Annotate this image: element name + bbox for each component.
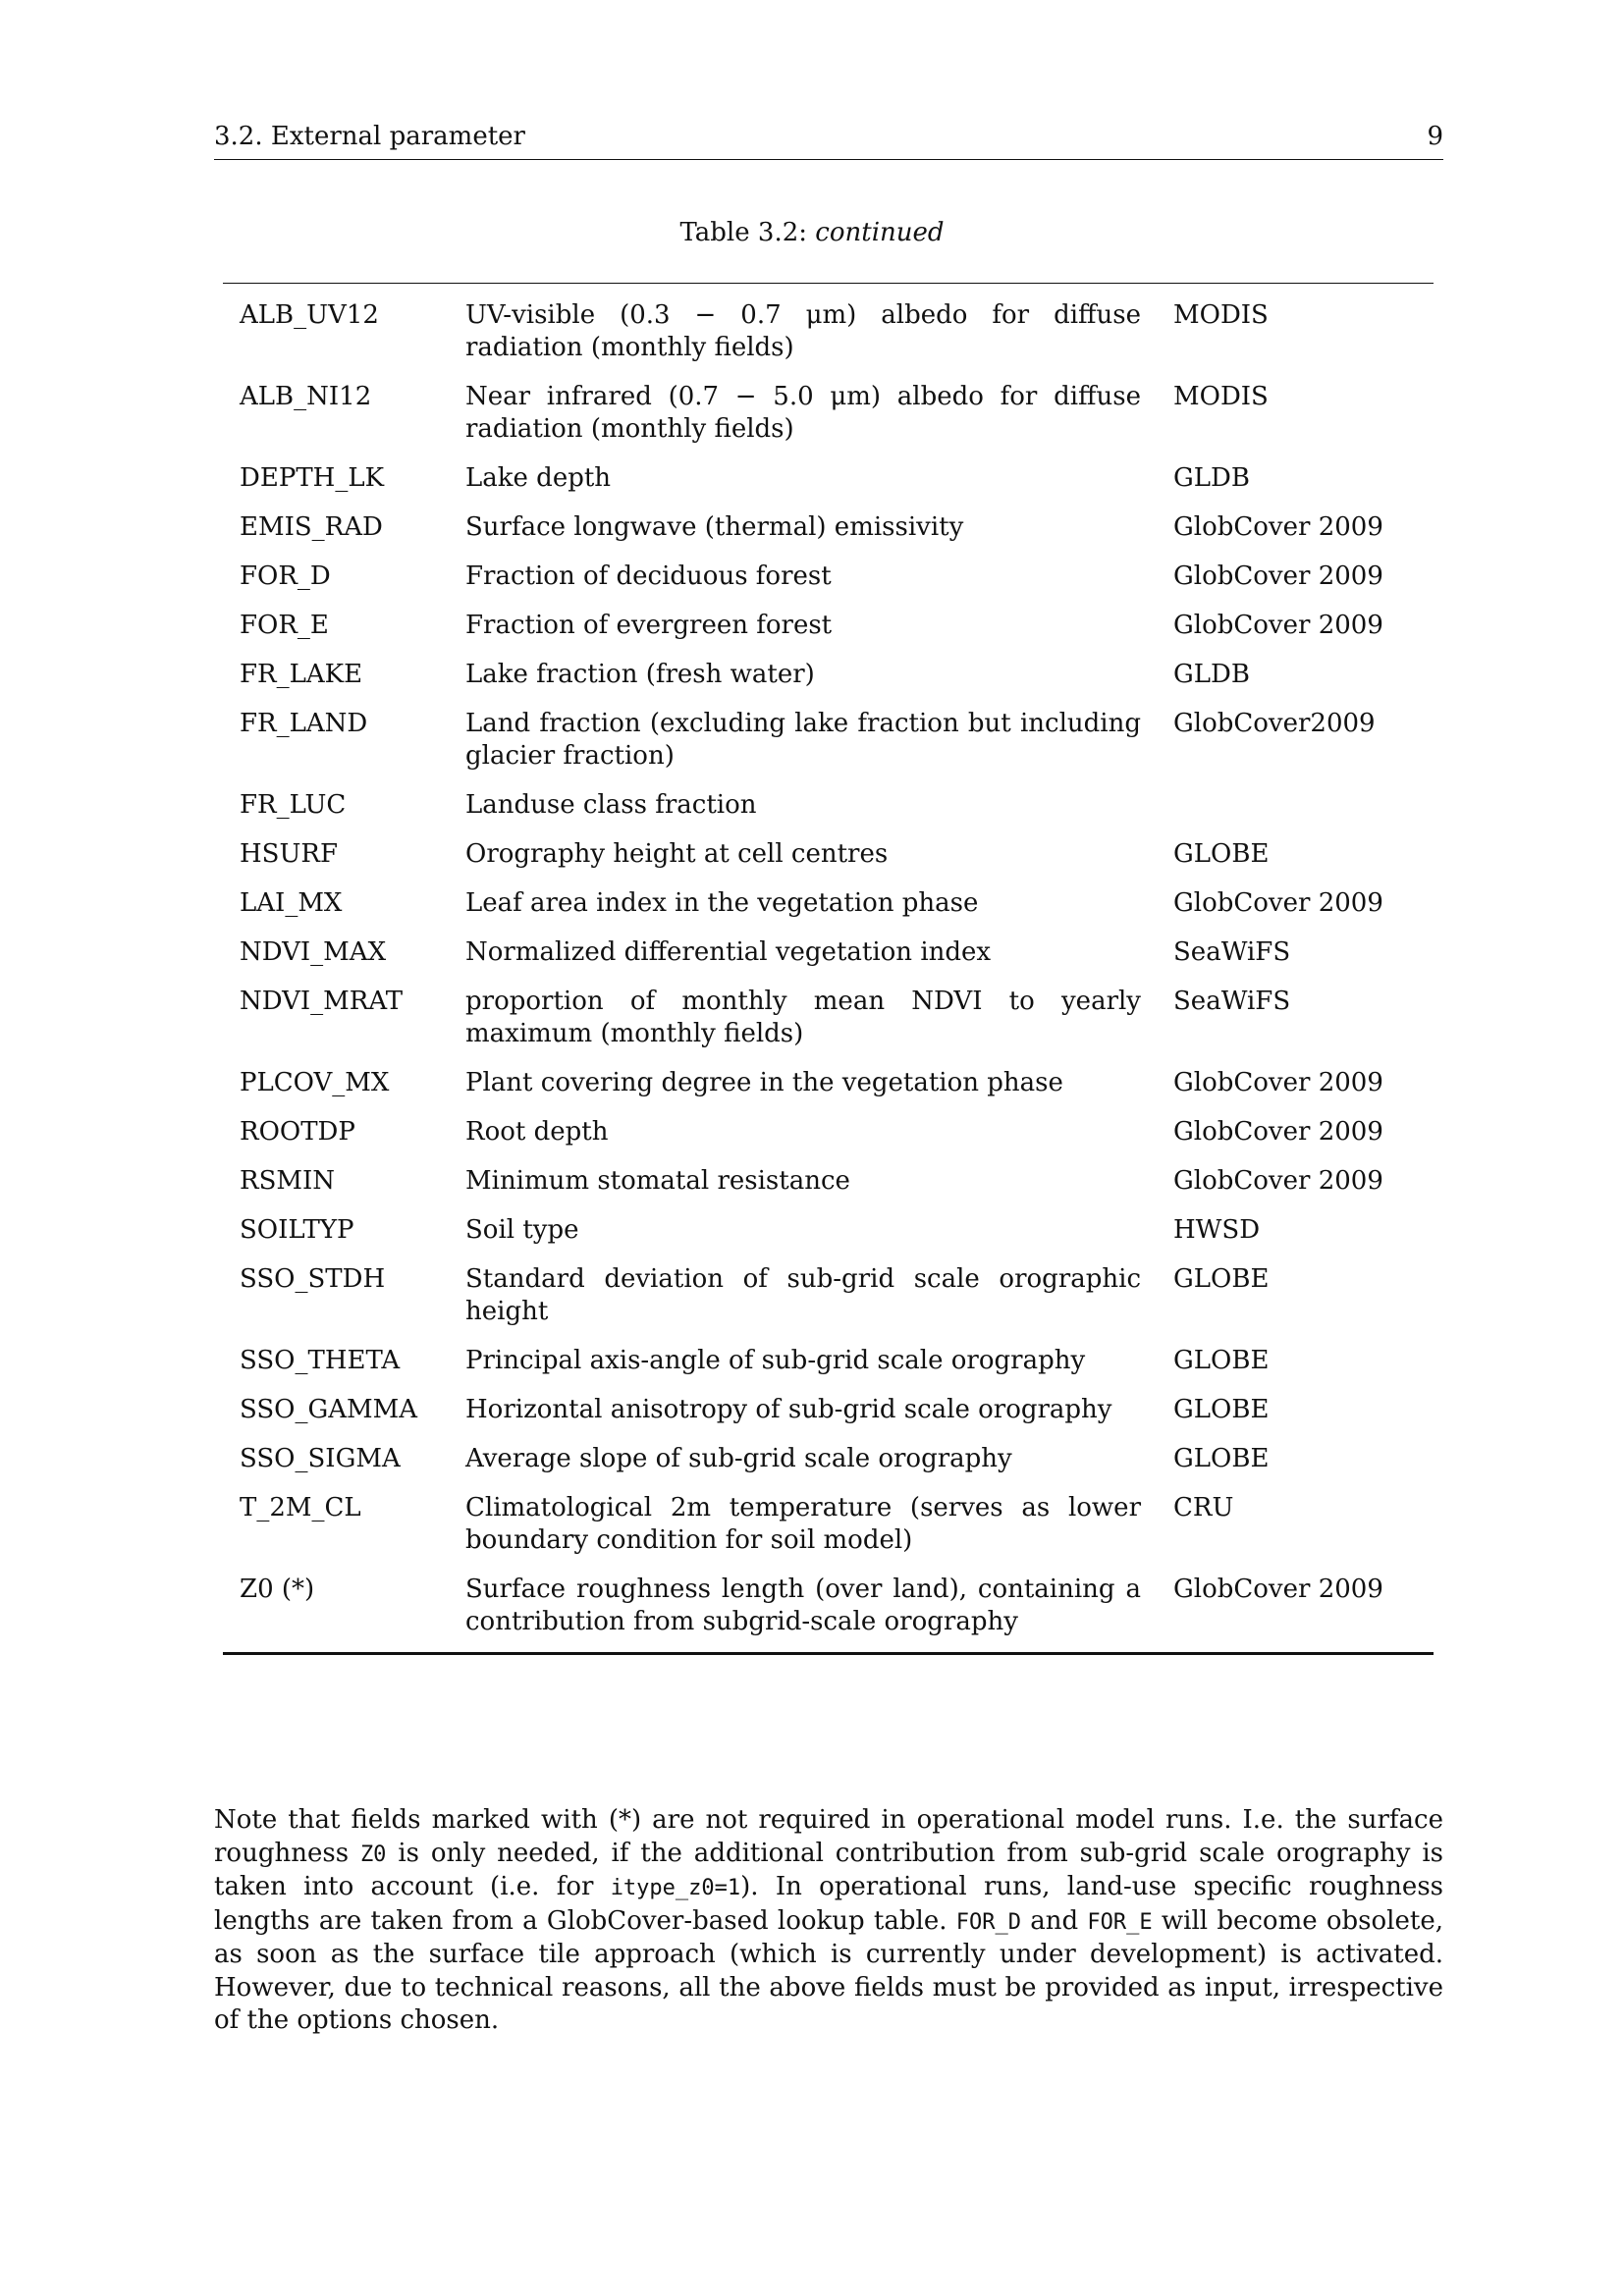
param-name: SSO_THETA bbox=[240, 1346, 401, 1375]
param-description: Lake depth bbox=[465, 463, 612, 493]
param-name: SSO_SIGMA bbox=[240, 1444, 401, 1473]
param-description: Root depth bbox=[465, 1117, 609, 1147]
param-description: Horizontal anisotropy of sub-grid scale orography bbox=[465, 1395, 1112, 1424]
param-description: proportion of monthly mean NDVI to yearly maximum (monthly fields) bbox=[465, 987, 1141, 1048]
param-name: T_2M_CL bbox=[240, 1493, 361, 1522]
caption-label: Table 3.2: bbox=[679, 218, 808, 247]
table-row bbox=[223, 381, 1434, 462]
parameter-table bbox=[223, 283, 1434, 1655]
table-row bbox=[223, 708, 1434, 789]
note-code-for-d: FOR_D bbox=[955, 1909, 1021, 1935]
note-code-for-e: FOR_E bbox=[1087, 1909, 1153, 1935]
param-name: PLCOV_MX bbox=[240, 1068, 390, 1097]
table-row bbox=[223, 1214, 1434, 1263]
param-description: Orography height at cell centres bbox=[465, 839, 889, 869]
param-name: NDVI_MAX bbox=[240, 937, 387, 967]
table-row bbox=[223, 299, 1434, 381]
param-name: DEPTH_LK bbox=[240, 463, 385, 493]
param-name: SOILTYP bbox=[240, 1215, 354, 1245]
table-row bbox=[223, 659, 1434, 708]
table-row bbox=[223, 887, 1434, 936]
param-source: GLOBE bbox=[1173, 1444, 1270, 1473]
param-description: Average slope of sub-grid scale orography bbox=[465, 1444, 1012, 1473]
param-name: FOR_E bbox=[240, 611, 329, 640]
page-number: 9 bbox=[1427, 122, 1443, 151]
param-source: GLOBE bbox=[1173, 1264, 1270, 1294]
param-description: UV-visible (0.3 − 0.7 μm) albedo for diffuse radiation (monthly fields) bbox=[465, 300, 1141, 362]
table-row bbox=[223, 1067, 1434, 1116]
table-row bbox=[223, 1443, 1434, 1492]
param-source: GlobCover 2009 bbox=[1173, 1117, 1383, 1147]
param-source: SeaWiFS bbox=[1173, 987, 1291, 1016]
param-source: GlobCover2009 bbox=[1173, 709, 1376, 738]
param-description: Normalized differential vegetation index bbox=[465, 937, 992, 967]
param-description: Surface longwave (thermal) emissivity bbox=[465, 512, 964, 542]
table-row bbox=[223, 1263, 1434, 1345]
table-row bbox=[223, 511, 1434, 561]
table-row bbox=[223, 462, 1434, 511]
param-source: GLDB bbox=[1173, 660, 1250, 689]
param-description: Fraction of deciduous forest bbox=[465, 561, 832, 591]
note-text-5: will become obsolete, as soon as the surface tile approach (which is currently under development) is activated. However, due to technical reasons, all the above fields must be provided as input, irrespective of the options chosen. bbox=[214, 1905, 1443, 2035]
section-title: 3.2. External parameter bbox=[214, 122, 525, 151]
param-source: GlobCover 2009 bbox=[1173, 611, 1383, 640]
note-paragraph bbox=[214, 1804, 1443, 2038]
table-row bbox=[223, 1345, 1434, 1394]
table-row bbox=[223, 789, 1434, 838]
param-source: GlobCover 2009 bbox=[1173, 1166, 1383, 1196]
param-name: RSMIN bbox=[240, 1166, 336, 1196]
param-description: Soil type bbox=[465, 1215, 579, 1245]
param-source: SeaWiFS bbox=[1173, 937, 1291, 967]
note-text-2: is only needed, if the additional contribution from sub-grid scale orography is taken into account (i.e. for bbox=[214, 1838, 1443, 1901]
param-name: FOR_D bbox=[240, 561, 331, 591]
note-code-itype: itype_z0=1 bbox=[610, 1876, 741, 1900]
param-description: Surface roughness length (over land), containing a contribution from subgrid-scale orography bbox=[465, 1575, 1141, 1636]
note-text-1: Note that fields marked with (*) are not required in operational model runs. I.e. the surface roughness bbox=[214, 1805, 1443, 1868]
param-name: SSO_STDH bbox=[240, 1264, 386, 1294]
note-code-z0: Z0 bbox=[359, 1842, 387, 1867]
running-header bbox=[214, 122, 1443, 160]
param-name: FR_LAND bbox=[240, 709, 368, 738]
table-row bbox=[223, 610, 1434, 659]
table-caption bbox=[0, 218, 1624, 247]
param-description: Lake fraction (fresh water) bbox=[465, 660, 815, 689]
param-name: NDVI_MRAT bbox=[240, 987, 404, 1016]
table-body bbox=[223, 299, 1434, 1638]
table-row bbox=[223, 561, 1434, 610]
param-source: GLOBE bbox=[1173, 1395, 1270, 1424]
param-source: GlobCover 2009 bbox=[1173, 561, 1383, 591]
param-name: ALB_NI12 bbox=[240, 382, 372, 411]
table-row bbox=[223, 1492, 1434, 1574]
param-source: GlobCover 2009 bbox=[1173, 1068, 1383, 1097]
param-source: MODIS bbox=[1173, 382, 1269, 411]
table-row bbox=[223, 1116, 1434, 1165]
table-row bbox=[223, 1574, 1434, 1638]
param-description: Fraction of evergreen forest bbox=[465, 611, 833, 640]
param-name: FR_LAKE bbox=[240, 660, 363, 689]
param-source: GLDB bbox=[1173, 463, 1250, 493]
param-source: CRU bbox=[1173, 1493, 1234, 1522]
param-description: Minimum stomatal resistance bbox=[465, 1166, 850, 1196]
table-row bbox=[223, 1394, 1434, 1443]
table-row bbox=[223, 986, 1434, 1067]
param-name: EMIS_RAD bbox=[240, 512, 383, 542]
table-row bbox=[223, 936, 1434, 986]
param-name: Z0 (*) bbox=[240, 1575, 315, 1604]
param-description: Climatological 2m temperature (serves as lower boundary condition for soil model) bbox=[465, 1493, 1141, 1555]
param-source: GLOBE bbox=[1173, 1346, 1270, 1375]
param-name: FR_LUC bbox=[240, 790, 347, 820]
param-source: GlobCover 2009 bbox=[1173, 888, 1383, 918]
param-source: GlobCover 2009 bbox=[1173, 1575, 1383, 1604]
param-description: Landuse class fraction bbox=[465, 790, 757, 820]
param-name: LAI_MX bbox=[240, 888, 343, 918]
caption-continued: continued bbox=[815, 218, 945, 247]
param-source: HWSD bbox=[1173, 1215, 1261, 1245]
param-source: GlobCover 2009 bbox=[1173, 512, 1383, 542]
param-description: Near infrared (0.7 − 5.0 μm) albedo for diffuse radiation (monthly fields) bbox=[465, 382, 1141, 444]
param-source: MODIS bbox=[1173, 300, 1269, 330]
param-name: HSURF bbox=[240, 839, 339, 869]
table-row bbox=[223, 838, 1434, 887]
param-description: Standard deviation of sub-grid scale orographic height bbox=[465, 1264, 1141, 1326]
param-description: Plant covering degree in the vegetation phase bbox=[465, 1068, 1063, 1097]
param-description: Leaf area index in the vegetation phase bbox=[465, 888, 979, 918]
param-description: Land fraction (excluding lake fraction but including glacier fraction) bbox=[465, 709, 1141, 771]
param-source: GLOBE bbox=[1173, 839, 1270, 869]
param-name: SSO_GAMMA bbox=[240, 1395, 418, 1424]
note-text-3: ). In operational runs, land-use specific roughness lengths are taken from a GlobCover-based lookup table. bbox=[214, 1872, 1443, 1936]
param-name: ALB_UV12 bbox=[240, 300, 379, 330]
param-description: Principal axis-angle of sub-grid scale orography bbox=[465, 1346, 1086, 1375]
param-source bbox=[1170, 789, 1434, 838]
note-text-4: and bbox=[1020, 1905, 1088, 1936]
param-name: ROOTDP bbox=[240, 1117, 355, 1147]
table-row bbox=[223, 1165, 1434, 1214]
